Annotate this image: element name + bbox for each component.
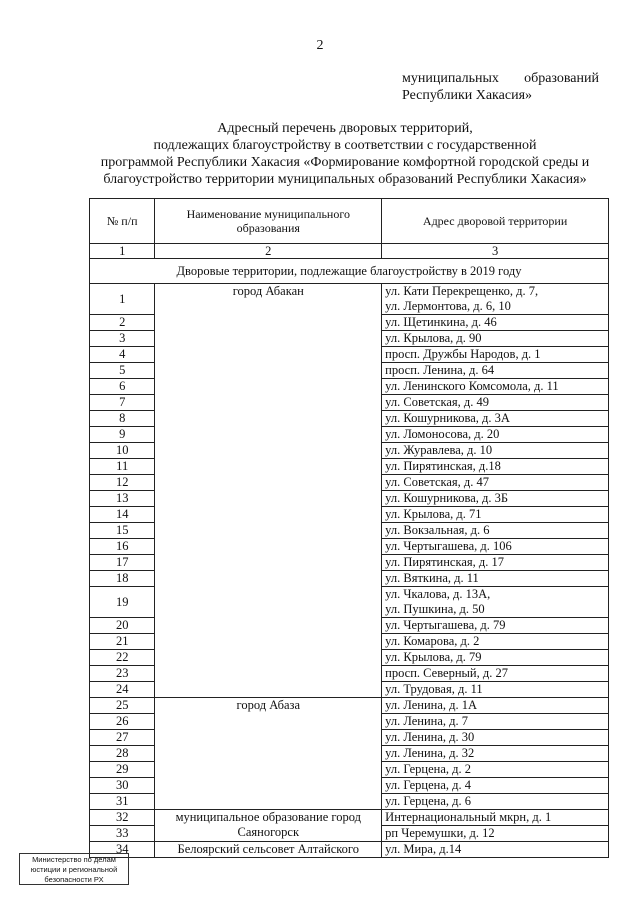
address-cell	[382, 730, 609, 746]
address-line: просп. Ленина, д. 64	[385, 363, 495, 377]
address-cell	[382, 539, 609, 555]
address-line: ул. Ленинского Комсомола, д. 11	[385, 379, 559, 393]
address-cell	[382, 618, 609, 634]
title-line: подлежащих благоустройству в соответствии с государственной	[153, 138, 537, 153]
row-number: 34	[90, 842, 155, 858]
row-number: 12	[90, 475, 155, 491]
header-number: № п/п	[90, 199, 155, 244]
address-cell	[382, 427, 609, 443]
address-line: ул. Герцена, д. 2	[385, 762, 472, 776]
row-number: 10	[90, 443, 155, 459]
table-row	[90, 842, 609, 858]
stamp-line: безопасности РХ	[44, 875, 104, 884]
address-cell	[382, 794, 609, 810]
title-line: Адресный перечень дворовых территорий,	[217, 121, 473, 136]
header-address: Адрес дворовой территории	[382, 199, 609, 244]
address-line: ул. Ленина, д. 1А	[385, 698, 478, 712]
row-number: 18	[90, 571, 155, 587]
row-number: 24	[90, 682, 155, 698]
address-cell	[382, 682, 609, 698]
address-cell	[382, 284, 609, 315]
address-cell	[382, 491, 609, 507]
row-number: 19	[90, 587, 155, 618]
row-number: 20	[90, 618, 155, 634]
address-line: ул. Кати Перекрещенко, д. 7,	[385, 284, 539, 298]
address-line: Интернациональный мкрн, д. 1	[385, 810, 552, 824]
header-continuation	[402, 70, 599, 104]
address-line: ул. Советская, д. 47	[385, 475, 490, 489]
column-number: 1	[90, 244, 155, 259]
address-line: ул. Чертыгашева, д. 106	[385, 539, 512, 553]
address-line: ул. Крылова, д. 90	[385, 331, 482, 345]
address-cell	[382, 523, 609, 539]
row-number: 16	[90, 539, 155, 555]
address-line: ул. Лермонтова, д. 6, 10	[385, 299, 511, 313]
address-cell	[382, 315, 609, 331]
address-line: ул. Ленина, д. 30	[385, 730, 475, 744]
address-line: ул. Герцена, д. 6	[385, 794, 472, 808]
address-cell	[382, 571, 609, 587]
row-number: 26	[90, 714, 155, 730]
stamp-line: юстиции и региональной	[30, 865, 118, 874]
address-line: ул. Крылова, д. 71	[385, 507, 482, 521]
row-number: 5	[90, 363, 155, 379]
address-cell	[382, 475, 609, 491]
section-heading: Дворовые территории, подлежащие благоустройству в 2019 году	[90, 259, 609, 284]
address-line: ул. Герцена, д. 4	[385, 778, 472, 792]
row-number: 11	[90, 459, 155, 475]
address-cell	[382, 778, 609, 794]
address-cell	[382, 507, 609, 523]
address-cell	[382, 826, 609, 842]
row-number: 32	[90, 810, 155, 826]
column-number: 2	[155, 244, 382, 259]
row-number: 6	[90, 379, 155, 395]
address-cell	[382, 810, 609, 826]
row-number: 22	[90, 650, 155, 666]
document-title	[90, 120, 600, 188]
address-line: ул. Трудовая, д. 11	[385, 682, 483, 696]
address-cell	[382, 842, 609, 858]
municipality-name: город Абакан	[155, 284, 382, 698]
address-line: ул. Чертыгашева, д. 79	[385, 618, 506, 632]
ministry-stamp	[19, 853, 129, 885]
address-line: просп. Дружбы Народов, д. 1	[385, 347, 541, 361]
address-cell	[382, 555, 609, 571]
table-row	[90, 284, 609, 315]
row-number: 4	[90, 347, 155, 363]
row-number: 15	[90, 523, 155, 539]
address-line: ул. Пирятинская, д. 17	[385, 555, 505, 569]
row-number: 25	[90, 698, 155, 714]
column-number: 3	[382, 244, 609, 259]
row-number: 29	[90, 762, 155, 778]
address-cell	[382, 634, 609, 650]
row-number: 14	[90, 507, 155, 523]
title-line: благоустройство территории муниципальных образований Республики Хакасия»	[103, 172, 587, 187]
row-number: 2	[90, 315, 155, 331]
address-cell	[382, 395, 609, 411]
address-line: просп. Северный, д. 27	[385, 666, 508, 680]
table-row	[90, 810, 609, 826]
address-line: ул. Кошурникова, д. 3Б	[385, 491, 509, 505]
header-line1-b: образований	[524, 71, 599, 86]
address-cell	[382, 379, 609, 395]
row-number: 30	[90, 778, 155, 794]
address-line: ул. Крылова, д. 79	[385, 650, 482, 664]
row-number: 28	[90, 746, 155, 762]
address-cell	[382, 650, 609, 666]
address-cell	[382, 331, 609, 347]
title-line: программой Республики Хакасия «Формирование комфортной городской среды и	[100, 155, 590, 170]
address-line: ул. Вяткина, д. 11	[385, 571, 479, 585]
address-line: ул. Комарова, д. 2	[385, 634, 480, 648]
address-line: рп Черемушки, д. 12	[385, 826, 495, 840]
address-line: ул. Журавлева, д. 10	[385, 443, 493, 457]
stamp-line: Министерство по делам	[32, 855, 116, 864]
address-cell	[382, 746, 609, 762]
header-line2: Республики Хакасия»	[402, 88, 533, 103]
header-municipality: Наименование муниципального образования	[155, 199, 382, 244]
address-line: ул. Ломоносова, д. 20	[385, 427, 500, 441]
row-number: 8	[90, 411, 155, 427]
row-number: 23	[90, 666, 155, 682]
address-cell	[382, 762, 609, 778]
header-line1-a: муниципальных	[402, 71, 499, 86]
address-line: ул. Чкалова, д. 13А,	[385, 587, 491, 601]
row-number: 31	[90, 794, 155, 810]
address-cell	[382, 459, 609, 475]
address-cell	[382, 698, 609, 714]
page-number: 2	[316, 38, 324, 53]
address-line: ул. Ленина, д. 32	[385, 746, 475, 760]
address-line: ул. Пушкина, д. 50	[385, 602, 485, 616]
row-number: 27	[90, 730, 155, 746]
row-number: 9	[90, 427, 155, 443]
municipality-name: Белоярский сельсовет Алтайского	[155, 842, 382, 858]
row-number: 1	[90, 284, 155, 315]
row-number: 13	[90, 491, 155, 507]
address-cell	[382, 714, 609, 730]
address-cell	[382, 363, 609, 379]
address-line: ул. Ленина, д. 7	[385, 714, 469, 728]
address-cell	[382, 411, 609, 427]
row-number: 3	[90, 331, 155, 347]
address-line: ул. Советская, д. 49	[385, 395, 490, 409]
municipality-name: город Абаза	[155, 698, 382, 810]
address-registry-table	[89, 198, 609, 858]
row-number: 17	[90, 555, 155, 571]
address-line: ул. Щетинкина, д. 46	[385, 315, 497, 329]
address-line: ул. Кошурникова, д. 3А	[385, 411, 510, 425]
address-line: ул. Мира, д.14	[385, 842, 462, 856]
address-line: ул. Пирятинская, д.18	[385, 459, 501, 473]
address-cell	[382, 587, 609, 618]
address-cell	[382, 443, 609, 459]
address-cell	[382, 666, 609, 682]
address-line: ул. Вокзальная, д. 6	[385, 523, 490, 537]
row-number: 21	[90, 634, 155, 650]
row-number: 33	[90, 826, 155, 842]
address-cell	[382, 347, 609, 363]
row-number: 7	[90, 395, 155, 411]
municipality-name: муниципальное образование город Саяногорск	[155, 810, 382, 842]
table-row	[90, 698, 609, 714]
